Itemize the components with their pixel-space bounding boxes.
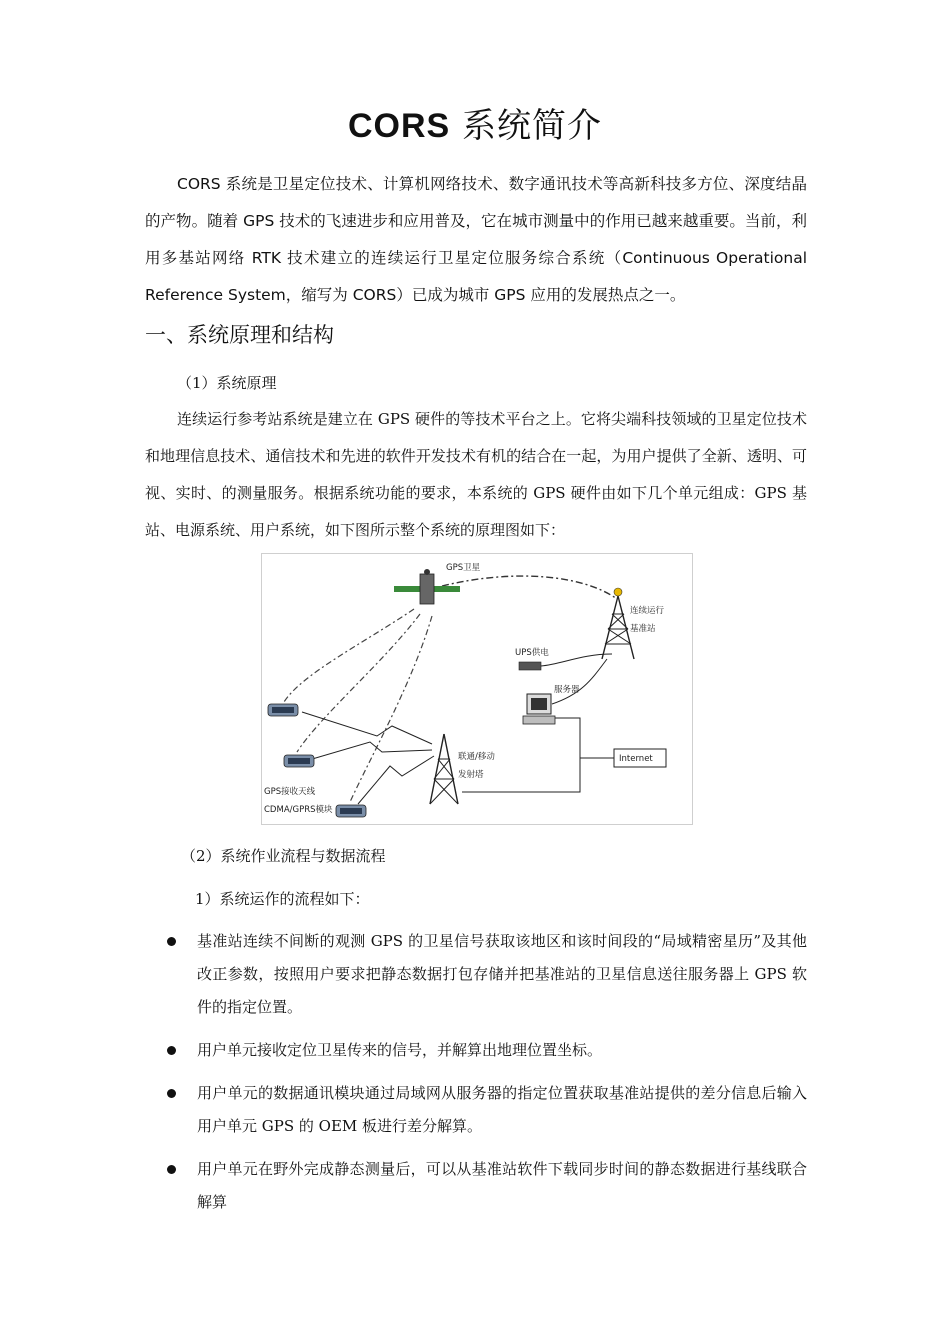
page-title <box>0 100 950 152</box>
subheading-operation-flow: 1）系统运作的流程如下： <box>195 890 370 908</box>
subheading-workflow: （2）系统作业流程与数据流程 <box>181 847 386 865</box>
label-receiver-line1: GPS接收天线 <box>264 787 316 797</box>
receiver-icon <box>284 755 314 767</box>
satellite-icon <box>394 569 460 604</box>
principle-paragraph: 连续运行参考站系统是建立在 GPS 硬件的等技术平台之上。它将尖端科技领域的卫星定位技术和地理信息技术、通信技术和先进的软件开发技术有机的结合在一起，为用户提供了全新、透明、可视、实时、的测量服务。根据系统功能的要求，本系统的 GPS 硬件由如下几个单元组成：GPS 基站、电源系统、用户系统，如下图所示整个系统的原理图如下： <box>145 410 807 539</box>
label-internet: Internet <box>619 754 653 764</box>
receiver-icon <box>268 704 298 716</box>
bullet-icon <box>167 1089 176 1098</box>
bullet-icon <box>167 1165 176 1174</box>
list-item: 基准站连续不间断的观测 GPS 的卫星信号获取该地区和该时间段的“局域精密星历”及其他改正参数，按照用户要求把静态数据打包存储并把基准站的卫星信息送往服务器上 GPS 软件的指定位置。 <box>145 925 807 1024</box>
label-station-line1: 连续运行 <box>630 606 665 616</box>
title-latin: CORS <box>347 107 451 145</box>
receiver-icon <box>336 805 366 817</box>
section-heading: 一、系统原理和结构 <box>145 323 334 347</box>
subheading-principle: （1）系统原理 <box>177 374 277 392</box>
wireless-link-1 <box>302 712 432 744</box>
list-item: 用户单元在野外完成静态测量后，可以从基准站软件下载同步时间的静态数据进行基线联合解算 <box>145 1153 807 1219</box>
list-item: 用户单元接收定位卫星传来的信号，并解算出地理位置坐标。 <box>145 1034 807 1067</box>
title-cjk: 系统简介 <box>462 106 603 146</box>
sat-link-2 <box>297 614 420 752</box>
workflow-bullet-list <box>145 925 807 1229</box>
wireless-link-2 <box>302 742 432 762</box>
label-server: 服务器 <box>554 685 580 695</box>
label-tower-line2: 发射塔 <box>458 770 484 780</box>
ups-icon <box>519 662 541 670</box>
system-diagram <box>261 553 693 825</box>
wireless-link-3 <box>358 756 434 804</box>
sat-link-3 <box>350 616 432 802</box>
sat-to-station-link <box>442 576 617 599</box>
server-computer-icon <box>523 694 555 724</box>
label-station-line2: 基准站 <box>630 624 656 634</box>
label-satellite: GPS卫星 <box>446 563 481 573</box>
list-item: 用户单元的数据通讯模块通过局域网从服务器的指定位置获取基准站提供的差分信息后输入用户单元 GPS 的 OEM 板进行差分解算。 <box>145 1077 807 1143</box>
bullet-icon <box>167 937 176 946</box>
label-tower-line1: 联通/移动 <box>458 752 495 762</box>
sat-link-1 <box>284 609 414 702</box>
label-receiver-line2: CDMA/GPRS模块 <box>264 805 333 815</box>
intro-paragraph: CORS 系统是卫星定位技术、计算机网络技术、数字通讯技术等高新科技多方位、深度结晶的产物。随着 GPS 技术的飞速进步和应用普及，它在城市测量中的作用已越来越重要。当前，利用多基站网络 RTK 技术建立的连续运行卫星定位服务综合系统（Continuous Operational Reference System，缩写为 CORS）已成为城市 GPS 应用的发展热点之一。 <box>145 175 807 304</box>
transmission-tower-icon <box>430 734 458 804</box>
bullet-icon <box>167 1046 176 1055</box>
label-ups: UPS供电 <box>515 648 549 658</box>
